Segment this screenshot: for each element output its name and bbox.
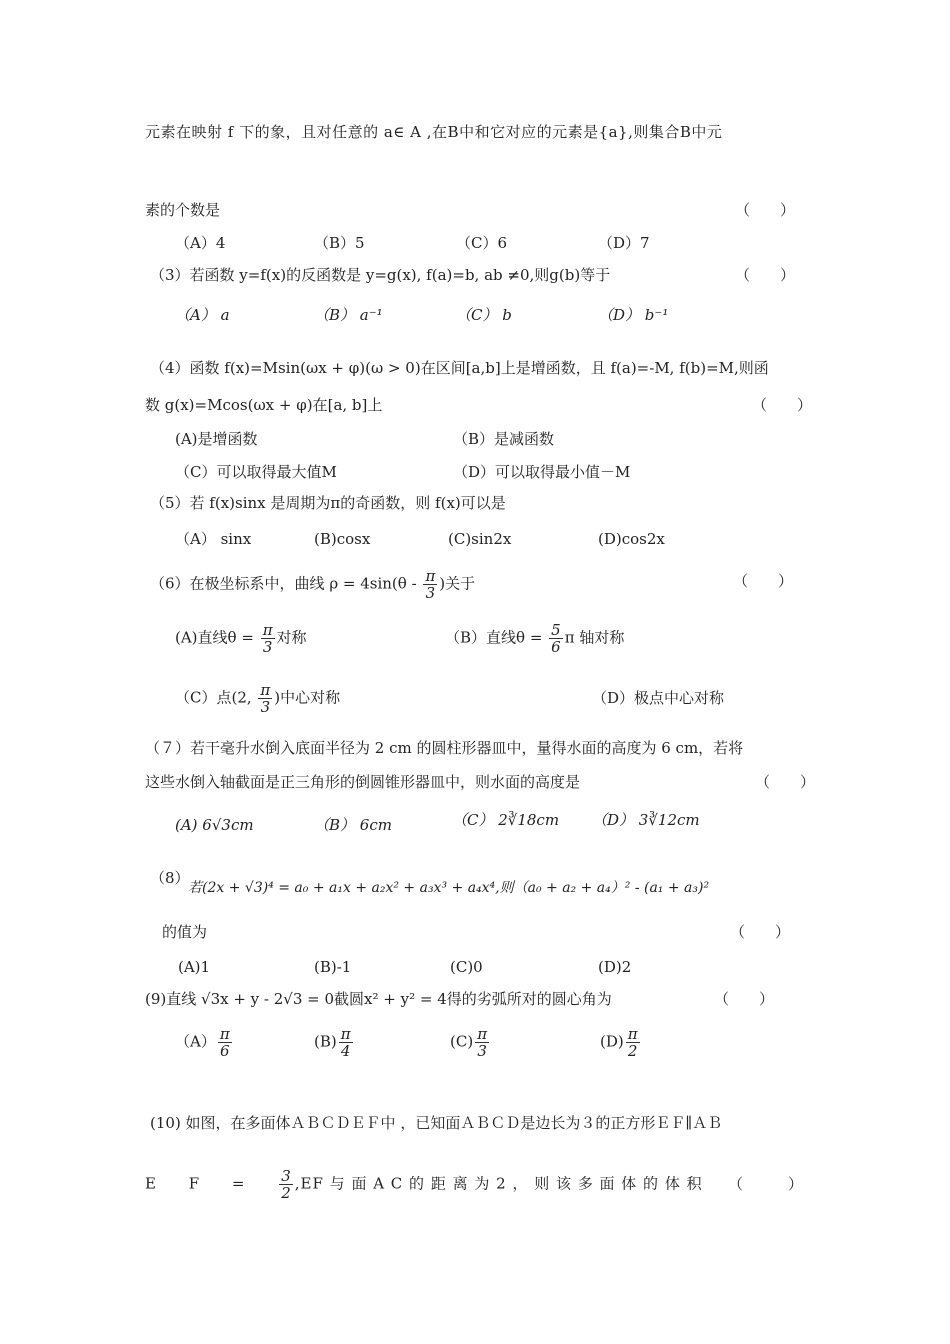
option-d: (D)cos2x <box>598 530 665 548</box>
option-d: (D)2 <box>598 958 632 976</box>
question-4-stem-2: 数 g(x)=Mcos(ωx + φ)在[a, b]上 <box>145 396 383 414</box>
question-4-stem-1: （4）函数 f(x)=Msin(ωx + φ)(ω > 0)在区间[a,b]上是增函数，且 f(a)=-M, f(b)=M,则函 <box>150 359 769 377</box>
fraction: $\frac{\pi}{3}$ <box>260 681 271 716</box>
option-b: (B)-1 <box>314 958 352 976</box>
option-a: （A） sinx <box>175 530 252 548</box>
fraction: $\frac{\pi}{4}$ <box>340 1025 351 1060</box>
option-d: （D） b⁻¹ <box>598 306 669 324</box>
option-c: (C) $\frac{\pi}{3}$ <box>450 1025 488 1060</box>
option-b: (B)cosx <box>314 530 371 548</box>
option-b: （B） 6cm <box>314 816 392 834</box>
fraction: $\frac{3}{2}$ <box>281 1167 291 1202</box>
answer-blank: （ ） <box>733 572 794 590</box>
option-a: (A)直线θ = $\frac{\pi}{3}$ 对称 <box>175 621 307 656</box>
option-d: （D）7 <box>598 234 650 252</box>
question-6-stem-pre: （6）在极坐标系中，曲线 ρ = 4sin(θ - <box>150 574 422 593</box>
option-a: （A） a <box>175 306 230 324</box>
option-a: （A）4 <box>175 234 226 252</box>
option-c: （C） b <box>456 306 512 324</box>
fraction: $\frac{\pi}{2}$ <box>627 1025 638 1060</box>
option-c: (C)sin2x <box>448 530 512 548</box>
answer-blank: （ ） <box>735 201 796 219</box>
option-c: （C） 2∛18cm <box>452 811 560 829</box>
question-5-stem: （5）若 f(x)sinx 是周期为π的奇函数，则 f(x)可以是 <box>150 494 506 512</box>
fraction: $\frac{5}{6}$ <box>551 621 561 656</box>
option-a: （A） $\frac{\pi}{6}$ <box>175 1025 230 1060</box>
fraction: $\frac{\pi}{3}$ <box>425 567 436 602</box>
fraction: $\frac{\pi}{6}$ <box>219 1025 230 1060</box>
answer-blank: （ ） <box>755 773 816 791</box>
answer-blank: （ ） <box>730 923 791 941</box>
option-c: （C）6 <box>456 234 508 252</box>
question-7-stem-2: 这些水倒入轴截面是正三角形的倒圆锥形器皿中，则水面的高度是 <box>145 773 581 791</box>
option-d: （D）可以取得最小值－M <box>453 463 631 481</box>
answer-blank: （ ） <box>728 1175 804 1193</box>
option-c: （C）可以取得最大值M <box>175 463 337 481</box>
option-a: (A)1 <box>178 958 211 976</box>
question-6-stem <box>150 568 475 601</box>
option-b: （B）直线θ = $\frac{5}{6}$ π 轴对称 <box>445 621 625 656</box>
intro-line-2: 素的个数是 <box>145 201 221 219</box>
option-b: （B）是减函数 <box>453 430 555 448</box>
answer-blank: （ ） <box>714 990 775 1008</box>
option-b: （B）5 <box>314 234 365 252</box>
question-8-label: （8） <box>150 869 190 887</box>
question-8-stem: 若(2x + √3)⁴ = a₀ + a₁x + a₂x² + a₃x³ + a₄x⁴,则（a₀ + a₂ + a₄）² - (a₁ + a₃)² <box>188 880 710 896</box>
question-9-stem: (9)直线 √3x + y - 2√3 = 0截圆x² + y² = 4得的劣弧所对的圆心角为 <box>145 990 612 1008</box>
fraction: $\frac{\pi}{3}$ <box>262 621 273 656</box>
option-c: (C)0 <box>450 958 483 976</box>
question-10-stem-2: E F = $\frac{3}{2}$ ,EF 与 面 A C 的 距 离 为 2 ， 则 该 多 面 体 的 体 积 <box>145 1167 703 1202</box>
option-d: （D） 3∛12cm <box>592 811 700 829</box>
question-7-stem-1: （７）若干毫升水倒入底面半径为 2 cm 的圆柱形器皿中，量得水面的高度为 6 cm，若将 <box>145 739 744 757</box>
fraction: $\frac{\pi}{3}$ <box>477 1025 488 1060</box>
answer-blank: （ ） <box>735 266 796 284</box>
intro-line-1: 元素在映射 f 下的象，且对任意的 a∈ A ,在B中和它对应的元素是{a},则集合B中元 <box>145 123 723 141</box>
option-b: (B) $\frac{\pi}{4}$ <box>314 1025 351 1060</box>
question-3-stem: （3）若函数 y=f(x)的反函数是 y=g(x), f(a)=b, ab ≠0,则g(b)等于 <box>150 266 611 284</box>
option-b: （B） a⁻¹ <box>314 306 383 324</box>
option-d: （D）极点中心对称 <box>592 689 725 707</box>
question-8-stem-2: 的值为 <box>162 923 208 941</box>
question-6-stem-post: )关于 <box>439 574 476 593</box>
answer-blank: （ ） <box>752 396 813 414</box>
option-d: (D) $\frac{\pi}{2}$ <box>600 1025 638 1060</box>
option-c: （C）点(2, $\frac{\pi}{3}$ )中心对称 <box>175 681 341 716</box>
question-10-stem-1: (10) 如图，在多面体ＡＢＣＤＥＦ中 ，已知面ＡＢＣＤ是边长为３的正方形ＥＦ∥ＡＢ <box>150 1114 723 1132</box>
option-a: (A)是增函数 <box>175 430 258 448</box>
option-a: (A) 6√3cm <box>175 816 254 834</box>
